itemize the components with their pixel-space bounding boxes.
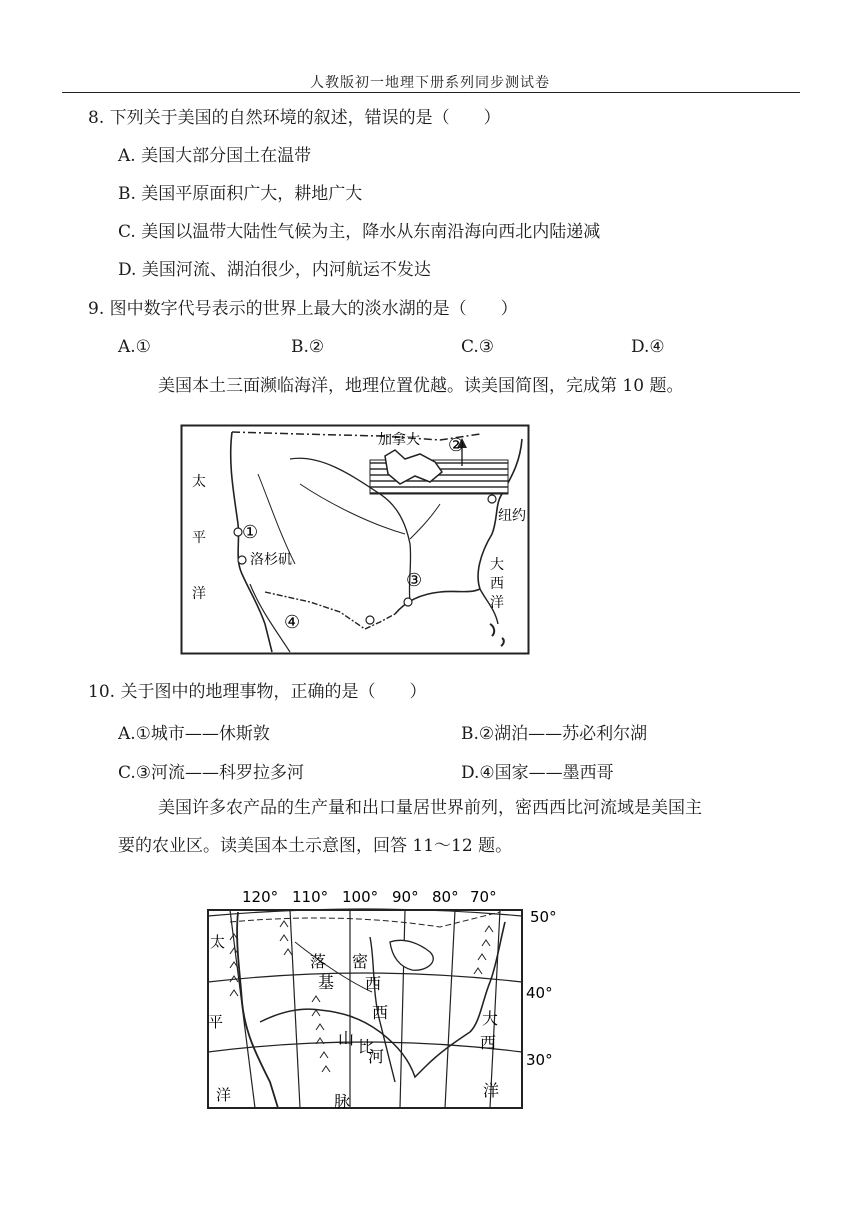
atlantic-char-3: 洋 <box>483 1081 500 1100</box>
pacific-char-1: 太 <box>210 933 226 951</box>
lon-label-90: 90° <box>392 888 419 906</box>
q10-option-a: A.①城市——休斯敦 <box>118 724 270 744</box>
label-atlantic-3: 洋 <box>490 595 504 611</box>
lon-label-80: 80° <box>432 888 459 906</box>
pacific-char-2: 平 <box>208 1013 224 1031</box>
q9-option-a: A.① <box>118 337 151 357</box>
header-rule <box>62 92 800 93</box>
q8-option-b: B. 美国平原面积广大，耕地广大 <box>118 184 363 204</box>
lon-label-70: 70° <box>470 888 497 906</box>
q10-option-d: D.④国家——墨西哥 <box>461 763 614 783</box>
city-marker-south <box>366 616 374 624</box>
la-marker <box>238 556 246 564</box>
q9-stem: 9. 图中数字代号表示的世界上最大的淡水湖的是（ ） <box>88 299 518 319</box>
label-circle2: ② <box>448 435 465 456</box>
q10-option-b: B.②湖泊——苏必利尔湖 <box>461 724 648 744</box>
mississippi-char-5: 河 <box>368 1047 385 1066</box>
city-marker-1 <box>234 528 242 536</box>
intro-q10: 美国本土三面濒临海洋，地理位置优越。读美国简图，完成第 10 题。 <box>158 376 684 396</box>
lat-label-50: 50° <box>530 908 557 926</box>
q8-stem: 8. 下列关于美国的自然环境的叙述，错误的是（ ） <box>88 108 501 128</box>
intro-q11-line1: 美国许多农产品的生产量和出口量居世界前列，密西西比河流域是美国主 <box>158 798 702 818</box>
us-map-2 <box>200 882 570 1114</box>
rockies-char-1: 落 <box>310 952 327 971</box>
houston-marker <box>404 598 412 606</box>
mississippi-char-2: 西 <box>365 974 382 993</box>
q9-option-b: B.② <box>291 337 325 357</box>
mississippi-char-1: 密 <box>352 952 369 971</box>
mississippi-char-4: 比 <box>358 1037 375 1056</box>
label-newyork: 纽约 <box>498 508 526 524</box>
q8-option-d: D. 美国河流、湖泊很少，内河航运不发达 <box>118 260 431 280</box>
label-circle1: ① <box>242 522 259 543</box>
pacific-char-3: 洋 <box>216 1086 232 1104</box>
lon-label-100: 100° <box>342 888 379 906</box>
atlantic-char-2: 西 <box>480 1033 497 1052</box>
mississippi-char-3: 西 <box>372 1003 389 1022</box>
page-header: 人教版初一地理下册系列同步测试卷 <box>310 75 550 91</box>
lon-label-120: 120° <box>242 888 279 906</box>
rockies-char-2: 基 <box>318 973 335 992</box>
rockies-char-4: 脉 <box>334 1092 351 1111</box>
newyork-marker <box>488 495 496 503</box>
map2-frame <box>208 910 522 1108</box>
q10-option-c: C.③河流——科罗拉多河 <box>118 763 305 783</box>
q8-option-c: C. 美国以温带大陆性气候为主，降水从东南沿海向西北内陆递减 <box>118 222 601 242</box>
lon-label-110: 110° <box>292 888 329 906</box>
label-canada: 加拿大 <box>378 432 420 448</box>
label-atlantic-1: 大 <box>490 557 504 573</box>
q8-option-a: A. 美国大部分国土在温带 <box>118 146 312 166</box>
rockies-char-3: 山 <box>338 1029 355 1048</box>
label-atlantic-2: 西 <box>490 576 504 592</box>
label-circle3: ③ <box>406 570 423 591</box>
us-map-1 <box>180 424 530 656</box>
lat-label-40: 40° <box>526 984 553 1002</box>
lat-label-30: 30° <box>526 1051 553 1069</box>
q9-option-d: D.④ <box>631 337 665 357</box>
label-circle4: ④ <box>284 612 301 633</box>
q10-stem: 10. 关于图中的地理事物，正确的是（ ） <box>88 682 427 702</box>
label-pacific-3: 洋 <box>192 586 206 602</box>
label-pacific-2: 平 <box>192 530 206 546</box>
label-la: 洛杉矶 <box>250 552 292 568</box>
intro-q11-line2: 要的农业区。读美国本土示意图，回答 11～12 题。 <box>118 836 513 856</box>
q9-option-c: C.③ <box>461 337 495 357</box>
atlantic-char-1: 大 <box>482 1009 499 1028</box>
label-pacific-1: 太 <box>192 474 206 490</box>
